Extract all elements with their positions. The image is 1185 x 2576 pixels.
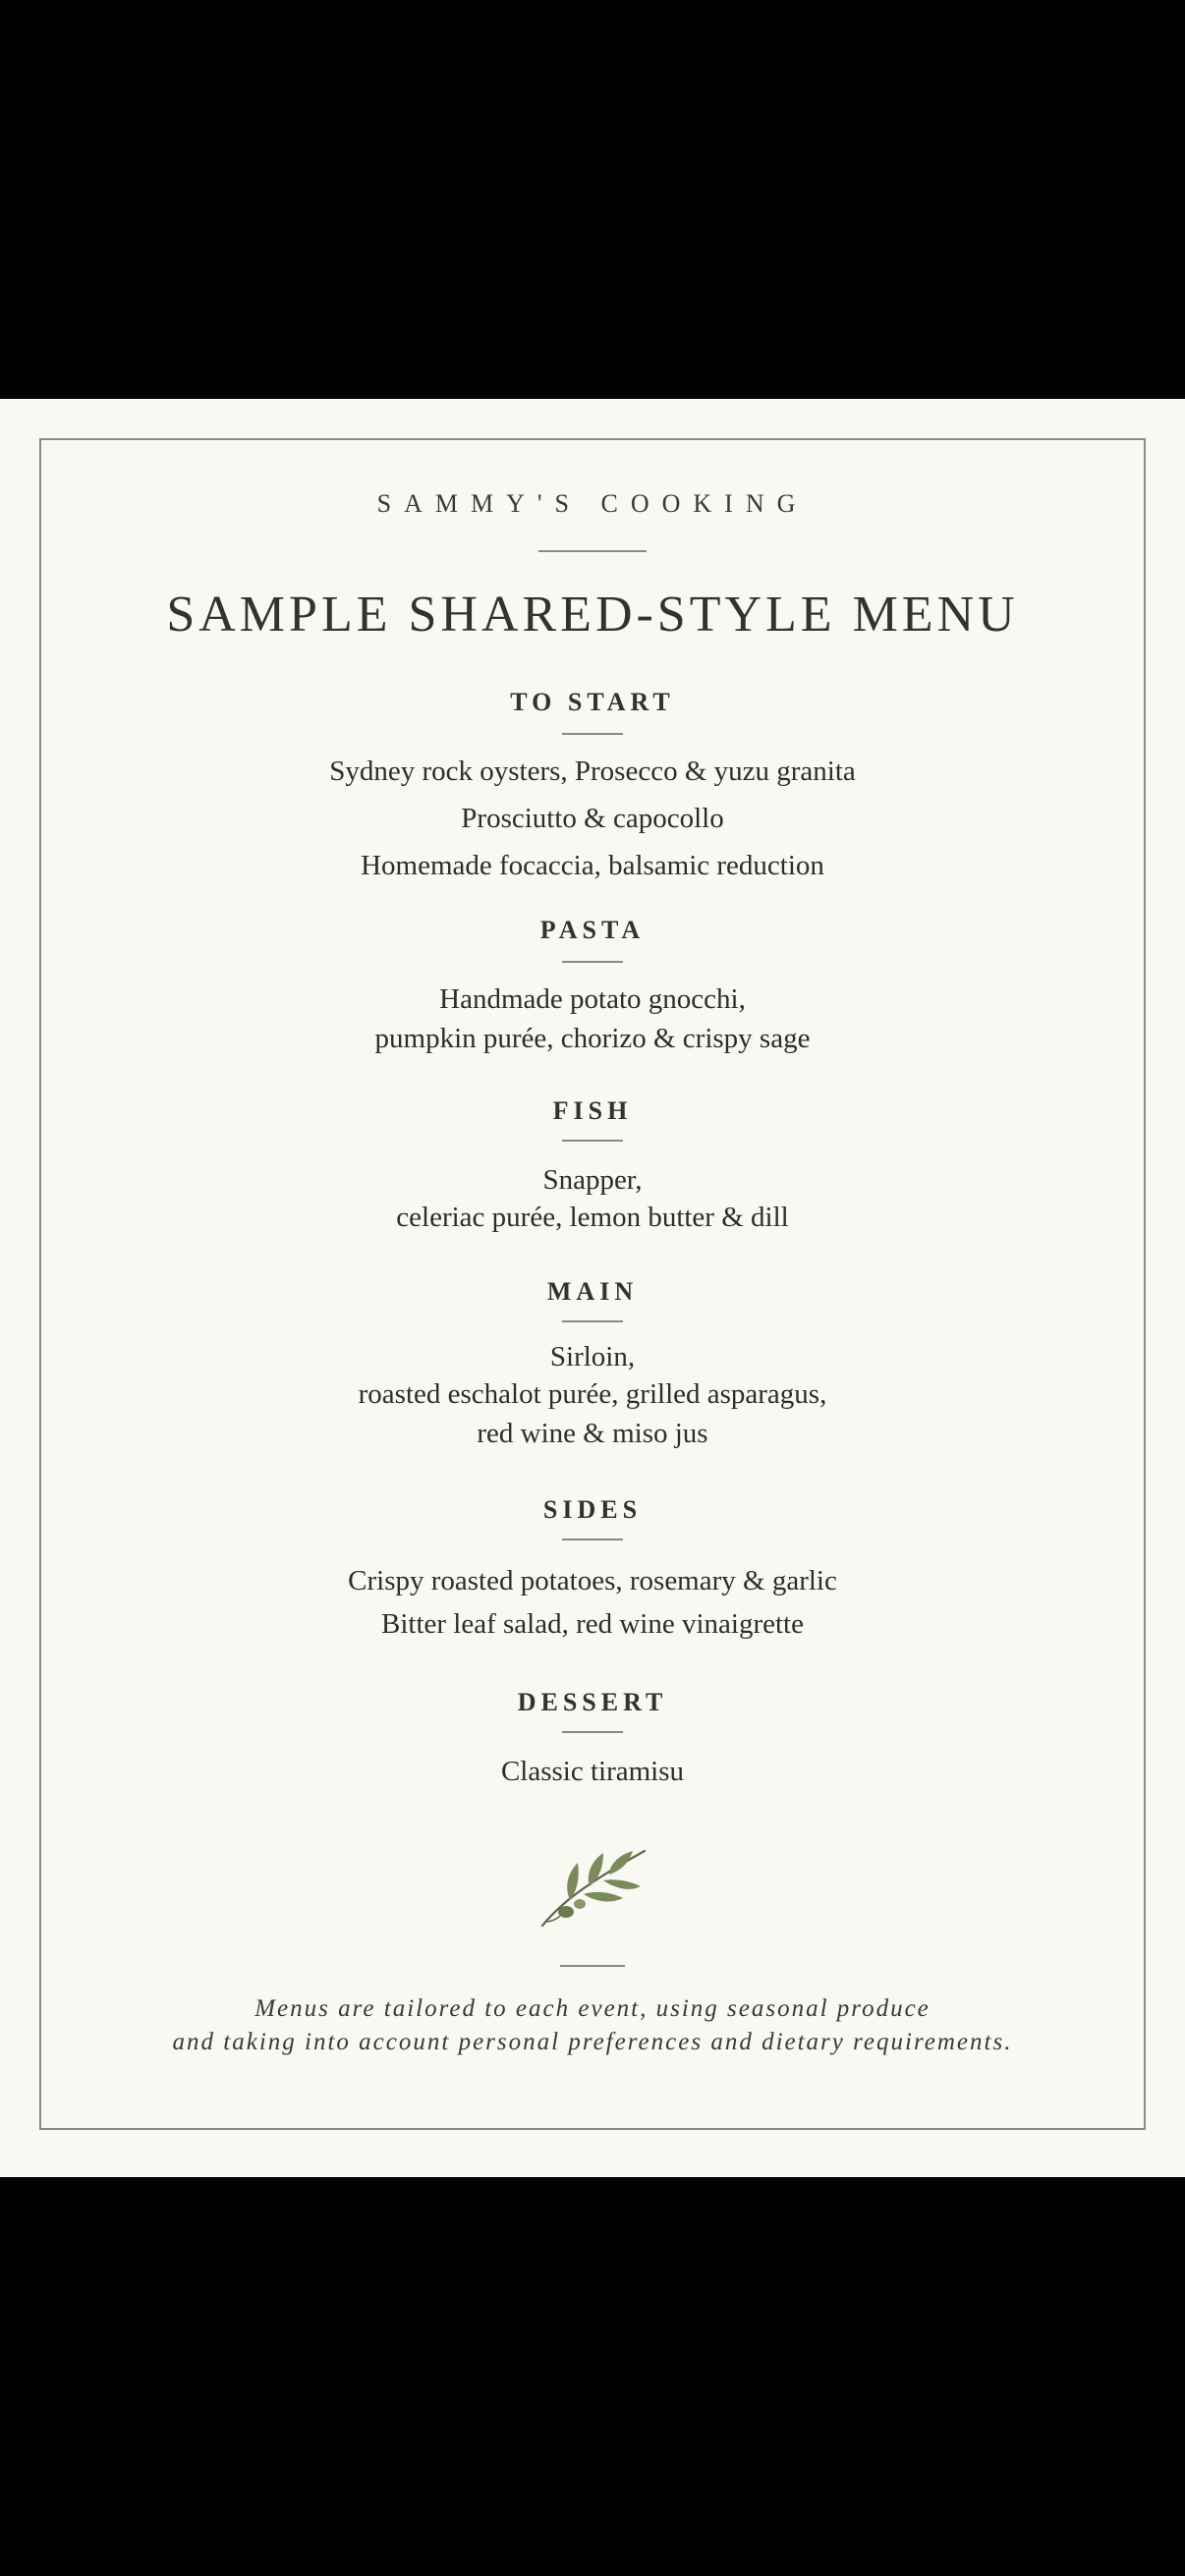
menu-item: roasted eschalot purée, grilled asparagus, — [358, 1378, 827, 1410]
brand-name: SAMMY'S COOKING — [376, 489, 809, 518]
section-heading-to-start: TO START — [510, 688, 675, 716]
menu-item: Sydney rock oysters, Prosecco & yuzu granita — [329, 756, 856, 787]
menu-item: Crispy roasted potatoes, rosemary & garlic — [348, 1565, 837, 1596]
section-divider — [562, 1320, 623, 1322]
menu-item: Snapper, — [542, 1164, 643, 1196]
menu-item: Prosciutto & capocollo — [461, 803, 724, 834]
section-heading-main: MAIN — [546, 1277, 639, 1306]
menu-item: Classic tiramisu — [500, 1756, 685, 1787]
brand-divider — [538, 550, 647, 552]
section-heading-sides: SIDES — [542, 1495, 643, 1524]
section-divider — [562, 733, 623, 735]
menu-item: red wine & miso jus — [477, 1418, 708, 1449]
menu-item: Bitter leaf salad, red wine vinaigrette — [381, 1608, 804, 1640]
menu-item: Handmade potato gnocchi, — [439, 983, 746, 1015]
olive-branch-icon — [540, 1847, 649, 1928]
section-heading-fish: FISH — [552, 1096, 633, 1125]
section-divider — [562, 961, 623, 963]
menu-item: celeriac purée, lemon butter & dill — [396, 1202, 789, 1233]
section-heading-dessert: DESSERT — [517, 1688, 668, 1716]
section-divider — [562, 1140, 623, 1142]
footer-line-2: and taking into account personal preferences and dietary requirements. — [172, 2029, 1013, 2055]
menu-item: Homemade focaccia, balsamic reduction — [361, 850, 824, 881]
section-heading-pasta: PASTA — [539, 916, 646, 944]
section-divider — [562, 1731, 623, 1733]
menu-item: pumpkin purée, chorizo & crispy sage — [374, 1023, 811, 1054]
menu-title: SAMPLE SHARED-STYLE MENU — [166, 587, 1019, 643]
footer-line-1: Menus are tailored to each event, using seasonal produce — [254, 1995, 931, 2022]
section-divider — [562, 1539, 623, 1540]
menu-item: Sirloin, — [549, 1341, 636, 1372]
footer-divider — [560, 1965, 625, 1967]
menu-card — [0, 399, 1185, 2177]
